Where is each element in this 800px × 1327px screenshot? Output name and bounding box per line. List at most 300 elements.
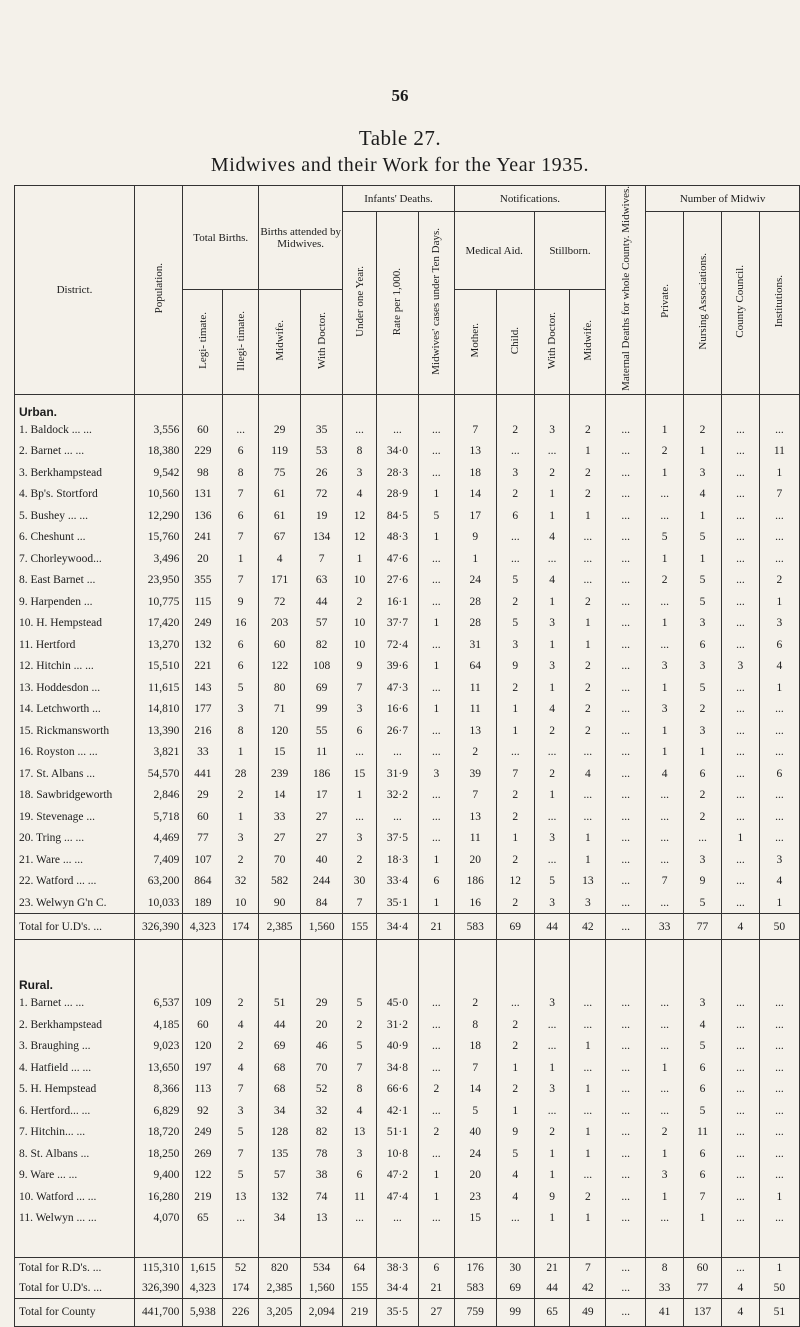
table-cell: 61	[259, 483, 301, 505]
district-name: 10. Watford ... ...	[15, 1186, 135, 1208]
table-cell: ...	[759, 419, 799, 441]
table-cell: 1	[418, 483, 454, 505]
table-cell: ...	[721, 505, 759, 527]
table-cell: 51·1	[376, 1121, 418, 1143]
table-cell: 68	[259, 1057, 301, 1079]
table-cell: ...	[721, 763, 759, 785]
table-row	[15, 827, 800, 849]
table-row	[15, 1014, 800, 1036]
population-header: Population.	[134, 186, 182, 395]
district-name: 8. East Barnet ...	[15, 569, 135, 591]
table-cell: ...	[418, 1100, 454, 1122]
table-cell: ...	[646, 1014, 684, 1036]
table-cell: 9	[223, 591, 259, 613]
table-cell: 78	[301, 1143, 343, 1165]
table-cell: 5	[496, 569, 534, 591]
table-cell: ...	[759, 1035, 799, 1057]
midwives-cases-header: Midwives' cases under Ten Days.	[418, 212, 454, 395]
table-cell: 2	[418, 1078, 454, 1100]
table-cell: ...	[721, 1057, 759, 1079]
table-cell: 47·6	[376, 548, 418, 570]
table-cell: 34·4	[376, 1278, 418, 1299]
table-cell: 2	[496, 849, 534, 871]
table-cell: ...	[570, 1014, 606, 1036]
table-cell: 42	[570, 914, 606, 940]
table-cell: 3	[646, 655, 684, 677]
table-cell: 50	[759, 914, 799, 940]
table-cell: 1	[534, 1143, 570, 1165]
table-cell: 13	[570, 870, 606, 892]
table-cell: ...	[646, 1207, 684, 1229]
table-cell: 1	[721, 827, 759, 849]
table-cell: ...	[606, 1035, 646, 1057]
table-cell: 60	[684, 1257, 722, 1278]
table-cell: 1	[223, 806, 259, 828]
table-row	[15, 462, 800, 484]
table-cell: 137	[684, 1298, 722, 1326]
table-cell: 3	[684, 992, 722, 1014]
table-cell: 68	[259, 1078, 301, 1100]
table-cell: 2	[496, 806, 534, 828]
table-cell: 1	[534, 784, 570, 806]
table-cell: 27·6	[376, 569, 418, 591]
table-cell: ...	[570, 548, 606, 570]
table-cell: 23	[454, 1186, 496, 1208]
table-cell: 3	[534, 419, 570, 441]
table-cell: ...	[496, 741, 534, 763]
table-cell: ...	[534, 806, 570, 828]
table-cell: 12	[343, 526, 377, 548]
population-cell: 10,560	[134, 483, 182, 505]
table-cell: ...	[646, 483, 684, 505]
summary-row	[15, 1278, 800, 1299]
population-cell: 18,380	[134, 440, 182, 462]
population-cell: 15,760	[134, 526, 182, 548]
table-cell: ...	[606, 419, 646, 441]
table-cell: 18	[454, 1035, 496, 1057]
table-row	[15, 870, 800, 892]
table-cell: 2	[646, 1121, 684, 1143]
table-cell: ...	[418, 741, 454, 763]
table-cell: ...	[721, 1207, 759, 1229]
table-cell: ...	[721, 1100, 759, 1122]
population-cell: 11,615	[134, 677, 182, 699]
table-cell: ...	[606, 526, 646, 548]
notifications-header: Notifications.	[454, 186, 605, 212]
table-cell: 5	[684, 1100, 722, 1122]
table-cell: 135	[259, 1143, 301, 1165]
table-cell: 34·8	[376, 1057, 418, 1079]
table-cell: 155	[343, 914, 377, 940]
table-cell: 2	[570, 1186, 606, 1208]
table-cell: 534	[301, 1257, 343, 1278]
table-cell: 82	[301, 634, 343, 656]
table-row	[15, 612, 800, 634]
table-cell: 14	[259, 784, 301, 806]
table-cell: 4	[343, 483, 377, 505]
district-name: 21. Ware ... ...	[15, 849, 135, 871]
table-cell: 582	[259, 870, 301, 892]
table-cell: 2	[454, 741, 496, 763]
table-cell: 1	[534, 1207, 570, 1229]
table-cell: 2	[759, 569, 799, 591]
district-name: 1. Barnet ... ...	[15, 992, 135, 1014]
table-cell: ...	[376, 419, 418, 441]
table-cell: ...	[646, 634, 684, 656]
table-cell: ...	[496, 992, 534, 1014]
institutions-header: Institutions.	[759, 212, 799, 395]
table-cell: 6	[759, 634, 799, 656]
table-cell: ...	[418, 462, 454, 484]
district-name: 7. Chorleywood...	[15, 548, 135, 570]
table-cell: 759	[454, 1298, 496, 1326]
table-cell: 5	[646, 526, 684, 548]
district-name: 6. Cheshunt ...	[15, 526, 135, 548]
table-cell: ...	[606, 440, 646, 462]
table-cell: ...	[418, 992, 454, 1014]
table-cell: 269	[183, 1143, 223, 1165]
population-cell: 6,537	[134, 992, 182, 1014]
table-cell: 69	[496, 1278, 534, 1299]
urban-heading	[15, 394, 800, 419]
table-cell: ...	[570, 1164, 606, 1186]
table-cell: 3	[646, 1164, 684, 1186]
table-cell: 45·0	[376, 992, 418, 1014]
table-cell: 6	[496, 505, 534, 527]
table-cell: ...	[721, 526, 759, 548]
table-cell: 29	[259, 419, 301, 441]
table-cell: 131	[183, 483, 223, 505]
population-cell: 15,510	[134, 655, 182, 677]
table-cell: 1	[570, 827, 606, 849]
table-cell: ...	[721, 698, 759, 720]
table-row	[15, 1035, 800, 1057]
table-cell: ...	[606, 914, 646, 940]
table-cell: 80	[259, 677, 301, 699]
table-cell: 11	[684, 1121, 722, 1143]
table-cell: ...	[721, 1014, 759, 1036]
table-cell: 32	[301, 1100, 343, 1122]
table-cell: 90	[259, 892, 301, 914]
table-cell: 2	[223, 849, 259, 871]
district-name: 9. Harpenden ...	[15, 591, 135, 613]
table-cell: 219	[183, 1186, 223, 1208]
table-cell: 3	[496, 634, 534, 656]
table-cell: 60	[183, 806, 223, 828]
table-cell: 2	[534, 462, 570, 484]
table-cell: 13	[223, 1186, 259, 1208]
table-cell: 26	[301, 462, 343, 484]
table-cell: ...	[606, 1014, 646, 1036]
table-cell: ...	[606, 1121, 646, 1143]
table-cell: ...	[534, 1035, 570, 1057]
table-cell: 10	[223, 892, 259, 914]
table-cell: 5	[684, 526, 722, 548]
population-cell: 12,290	[134, 505, 182, 527]
table-cell: 6	[684, 1143, 722, 1165]
table-cell: 1	[646, 720, 684, 742]
table-cell: 84·5	[376, 505, 418, 527]
table-cell: 11	[301, 741, 343, 763]
table-cell: ...	[759, 1100, 799, 1122]
district-name: 17. St. Albans ...	[15, 763, 135, 785]
table-cell: 5	[418, 505, 454, 527]
table-cell: ...	[721, 870, 759, 892]
population-cell: 6,829	[134, 1100, 182, 1122]
table-cell: 1,560	[301, 1278, 343, 1299]
table-cell: 5	[684, 1035, 722, 1057]
table-cell: 32	[223, 870, 259, 892]
table-cell: 65	[183, 1207, 223, 1229]
table-cell: 3	[534, 827, 570, 849]
infants-deaths-header: Infants' Deaths.	[343, 186, 455, 212]
table-cell: 115	[183, 591, 223, 613]
table-cell: 1	[534, 591, 570, 613]
table-cell: ...	[721, 849, 759, 871]
table-cell: 32·2	[376, 784, 418, 806]
table-cell: 10	[343, 634, 377, 656]
table-cell: 203	[259, 612, 301, 634]
table-cell: 4	[646, 763, 684, 785]
table-cell: 98	[183, 462, 223, 484]
table-cell: 9	[684, 870, 722, 892]
table-cell: 7	[223, 526, 259, 548]
table-cell: 2	[534, 763, 570, 785]
table-cell: 60	[183, 1014, 223, 1036]
table-cell: 7	[454, 1057, 496, 1079]
table-cell: 7	[223, 569, 259, 591]
table-cell: 9	[496, 655, 534, 677]
table-cell: 174	[223, 1278, 259, 1299]
table-cell: 16·1	[376, 591, 418, 613]
table-cell: 31·9	[376, 763, 418, 785]
table-cell: ...	[496, 526, 534, 548]
maternal-deaths-header: Maternal Deaths for whole County. Midwives.	[606, 186, 646, 395]
table-cell: 7	[570, 1257, 606, 1278]
table-cell: 34·0	[376, 440, 418, 462]
table-cell: 27	[418, 1298, 454, 1326]
table-cell: ...	[721, 483, 759, 505]
table-cell: 26·7	[376, 720, 418, 742]
table-cell: 84	[301, 892, 343, 914]
table-cell: ...	[721, 612, 759, 634]
table-cell: ...	[721, 677, 759, 699]
population-cell: 18,720	[134, 1121, 182, 1143]
table-cell: 1	[534, 483, 570, 505]
table-cell: 1	[759, 1186, 799, 1208]
table-cell: 38	[301, 1164, 343, 1186]
table-cell: ...	[721, 419, 759, 441]
table-cell: 2	[646, 569, 684, 591]
table-cell: 39	[454, 763, 496, 785]
table-cell: 2	[496, 483, 534, 505]
child-header: Child.	[496, 290, 534, 395]
table-cell: 75	[259, 462, 301, 484]
population-cell: 10,775	[134, 591, 182, 613]
illegitimate-header: Illegi- timate.	[223, 290, 259, 395]
table-row	[15, 1121, 800, 1143]
table-cell: 44	[301, 591, 343, 613]
table-cell: ...	[418, 1035, 454, 1057]
table-cell: 2	[570, 720, 606, 742]
table-cell: 30	[496, 1257, 534, 1278]
table-cell: ...	[418, 1057, 454, 1079]
table-cell: 30	[343, 870, 377, 892]
population-cell: 4,185	[134, 1014, 182, 1036]
table-cell: 5	[684, 569, 722, 591]
table-cell: 11	[454, 698, 496, 720]
table-cell: ...	[606, 1100, 646, 1122]
table-cell: 1	[534, 634, 570, 656]
table-cell: ...	[606, 1143, 646, 1165]
table-cell: ...	[759, 720, 799, 742]
table-cell: ...	[606, 1257, 646, 1278]
table-cell: 4	[684, 1014, 722, 1036]
table-cell: 15	[454, 1207, 496, 1229]
table-cell: 5	[223, 677, 259, 699]
table-cell: ...	[759, 1078, 799, 1100]
table-cell: 3	[343, 1143, 377, 1165]
table-cell: 5	[454, 1100, 496, 1122]
table-cell: ...	[418, 591, 454, 613]
county-council-header: County Council.	[721, 212, 759, 395]
table-cell: ...	[418, 784, 454, 806]
stillborn-header: Stillborn.	[534, 212, 606, 290]
population-cell: 326,390	[134, 1278, 182, 1299]
table-cell: ...	[759, 1164, 799, 1186]
table-cell: 1	[646, 741, 684, 763]
population-cell: 9,542	[134, 462, 182, 484]
table-cell: 2	[570, 698, 606, 720]
table-cell: 70	[301, 1057, 343, 1079]
table-cell: 21	[418, 914, 454, 940]
table-cell: ...	[606, 483, 646, 505]
table-cell: ...	[418, 569, 454, 591]
table-cell: ...	[606, 569, 646, 591]
table-cell: ...	[606, 462, 646, 484]
table-cell: 4	[684, 483, 722, 505]
table-cell: 37·7	[376, 612, 418, 634]
table-cell: ...	[759, 1207, 799, 1229]
population-cell: 13,650	[134, 1057, 182, 1079]
table-cell: 1	[570, 1078, 606, 1100]
table-cell: 197	[183, 1057, 223, 1079]
table-cell: 35	[301, 419, 343, 441]
table-cell: 6	[418, 870, 454, 892]
table-cell: 583	[454, 1278, 496, 1299]
table-row	[15, 483, 800, 505]
district-name: 18. Sawbridgeworth	[15, 784, 135, 806]
table-row	[15, 741, 800, 763]
table-cell: 33	[183, 741, 223, 763]
district-name: 19. Stevenage ...	[15, 806, 135, 828]
table-cell: 186	[454, 870, 496, 892]
table-cell: ...	[721, 784, 759, 806]
table-cell: 44	[259, 1014, 301, 1036]
table-cell: 92	[183, 1100, 223, 1122]
table-cell: 2	[646, 440, 684, 462]
table-cell: ...	[759, 1014, 799, 1036]
district-name: 2. Barnet ... ...	[15, 440, 135, 462]
table-cell: 7	[759, 483, 799, 505]
table-cell: 40	[301, 849, 343, 871]
table-cell: ...	[418, 1207, 454, 1229]
table-cell: ...	[721, 1121, 759, 1143]
table-cell: 10·8	[376, 1143, 418, 1165]
rate-per-1000-header: Rate per 1,000.	[376, 212, 418, 395]
table-row	[15, 1186, 800, 1208]
table-cell: 31	[454, 634, 496, 656]
table-cell: 132	[259, 1186, 301, 1208]
table-cell: 64	[343, 1257, 377, 1278]
table-cell: ...	[646, 1078, 684, 1100]
table-cell: 2	[534, 1121, 570, 1143]
table-cell: 6	[343, 720, 377, 742]
table-cell: 60	[259, 634, 301, 656]
table-cell: 249	[183, 612, 223, 634]
table-cell: 13	[454, 806, 496, 828]
table-cell: 44	[534, 914, 570, 940]
table-cell: 20	[454, 1164, 496, 1186]
table-cell: ...	[606, 548, 646, 570]
table-cell: 3	[343, 827, 377, 849]
table-cell: ...	[721, 591, 759, 613]
table-cell: 2	[454, 992, 496, 1014]
population-cell: 23,950	[134, 569, 182, 591]
table-cell: ...	[606, 806, 646, 828]
table-cell: 67	[259, 526, 301, 548]
table-cell: 1	[534, 1164, 570, 1186]
population-cell: 441,700	[134, 1298, 182, 1326]
table-cell: 441	[183, 763, 223, 785]
table-cell: 77	[183, 827, 223, 849]
table-cell: 6	[223, 655, 259, 677]
table-cell: ...	[418, 677, 454, 699]
table-row	[15, 1164, 800, 1186]
table-cell: 1	[418, 1186, 454, 1208]
table-cell: 2	[570, 677, 606, 699]
table-cell: 1	[646, 419, 684, 441]
table-cell: 7	[454, 419, 496, 441]
table-cell: ...	[646, 849, 684, 871]
table-cell: 1	[759, 892, 799, 914]
population-cell: 13,390	[134, 720, 182, 742]
table-cell: 33	[259, 806, 301, 828]
medical-aid-header: Medical Aid.	[454, 212, 534, 290]
table-cell: 4	[496, 1186, 534, 1208]
table-cell: 109	[183, 992, 223, 1014]
table-cell: ...	[759, 784, 799, 806]
table-cell: 7	[223, 1143, 259, 1165]
district-name: Total for U.D's. ...	[15, 914, 135, 940]
table-cell: 8	[223, 720, 259, 742]
table-cell: ...	[721, 992, 759, 1014]
table-cell: 99	[496, 1298, 534, 1326]
table-cell: 77	[684, 1278, 722, 1299]
table-cell: 132	[183, 634, 223, 656]
page-number: 56	[391, 86, 409, 105]
table-cell: 3	[223, 827, 259, 849]
table-cell: ...	[721, 892, 759, 914]
table-cell: 1	[418, 526, 454, 548]
table-cell: 239	[259, 763, 301, 785]
table-cell: 46	[301, 1035, 343, 1057]
table-cell: ...	[684, 827, 722, 849]
table-cell: 226	[223, 1298, 259, 1326]
table-cell: 1	[418, 612, 454, 634]
table-title: Midwives and their Work for the Year 1935.	[210, 154, 590, 176]
table-cell: 8	[343, 440, 377, 462]
